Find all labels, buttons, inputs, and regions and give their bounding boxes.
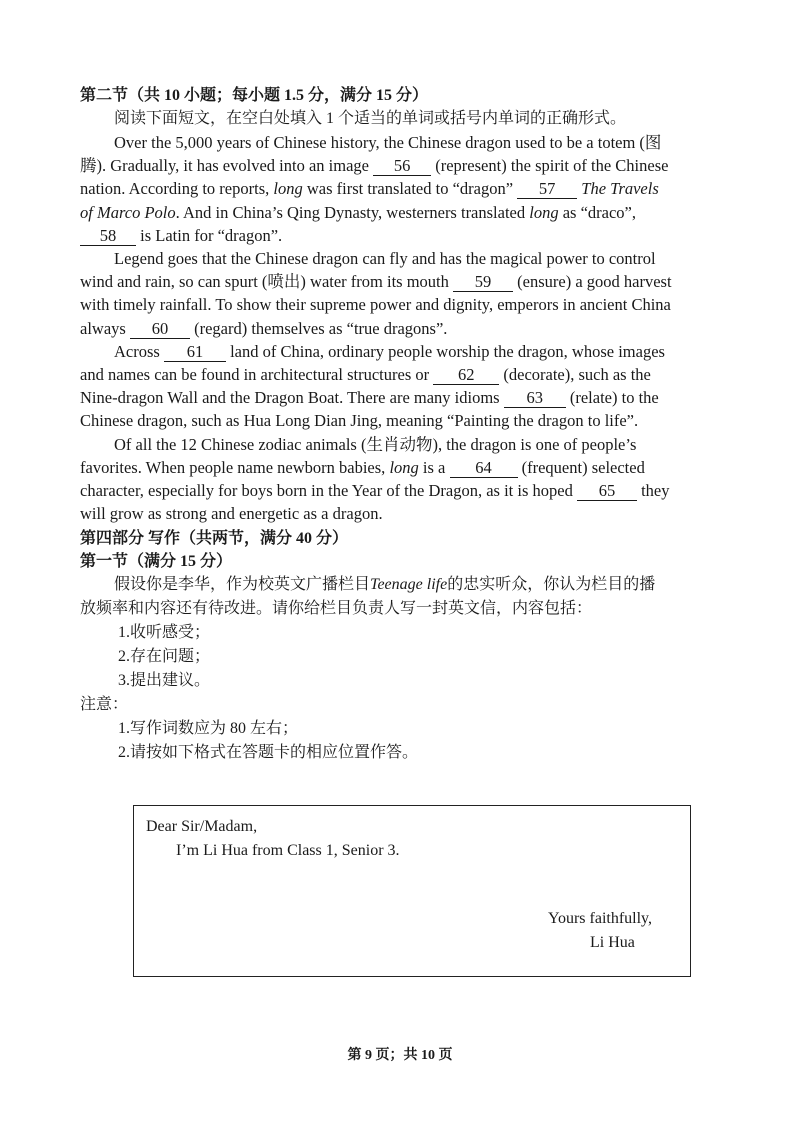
passage-line: Of all the 12 Chinese zodiac animals (生肖动物), the dragon is one of people’s: [114, 434, 637, 454]
passage-line: will grow as strong and energetic as a dragon.: [80, 504, 383, 524]
blank-57[interactable]: 57: [517, 180, 577, 199]
passage-line: Nine-dragon Wall and the Dragon Boat. There are many idioms 63 (relate) to the: [80, 388, 659, 408]
note-item: 1.写作词数应为 80 左右；: [118, 720, 299, 738]
note-item: 2.请按如下格式在答题卡的相应位置作答。: [118, 744, 419, 762]
requirement-item: 1.收听感受；: [118, 624, 211, 642]
writing-prompt: 假设你是李华，作为校英文广播栏目Teenage life的忠实听众，你认为栏目的播: [114, 576, 656, 594]
blank-56[interactable]: 56: [373, 157, 431, 176]
passage-line: Across 61 land of China, ordinary people worship the dragon, whose images: [114, 341, 665, 361]
passage-line: Legend goes that the Chinese dragon can fly and has the magical power to control: [114, 249, 656, 269]
passage-line: always 60 (regard) themselves as “true dragons”.: [80, 318, 448, 338]
passage-line: Over the 5,000 years of Chinese history, the Chinese dragon used to be a totem (图: [114, 133, 662, 152]
section2-instruction: 阅读下面短文，在空白处填入 1 个适当的单词或括号内单词的正确形式。: [114, 110, 627, 127]
passage-line: Chinese dragon, such as Hua Long Dian Jing, meaning “Painting the dragon to life”.: [80, 411, 639, 431]
requirement-item: 3.提出建议。: [118, 672, 211, 690]
blank-58[interactable]: 58: [80, 227, 136, 246]
blank-65[interactable]: 65: [577, 482, 637, 501]
passage-line: nation. According to reports, long was first translated to “dragon” 57 The Travels: [80, 179, 659, 199]
passage-line: 58 is Latin for “dragon”.: [80, 224, 744, 247]
passage-line: favorites. When people name newborn babies, long is a 64 (frequent) selected: [80, 457, 645, 477]
blank-64[interactable]: 64: [450, 459, 518, 478]
section2-heading: 第二节（共 10 小题；每小题 1.5 分，满分 15 分）: [80, 87, 429, 104]
page-number: 第 9 页；共 10 页: [347, 1048, 453, 1063]
blank-62[interactable]: 62: [433, 366, 499, 385]
letter-template-box: [133, 805, 691, 977]
part4-heading: 第四部分 写作（共两节，满分 40 分）: [80, 530, 349, 548]
passage-line: wind and rain, so can spurt (喷出) water from its mouth 59 (ensure) a good harvest: [80, 272, 672, 292]
requirement-item: 2.存在问题；: [118, 648, 211, 666]
note-label: 注意：: [80, 696, 129, 714]
blank-63[interactable]: 63: [504, 389, 566, 408]
passage-line: 腾). Gradually, it has evolved into an image 56 (represent) the spirit of the Chinese: [80, 156, 669, 176]
blank-60[interactable]: 60: [130, 320, 190, 339]
letter-signature: Li Hua: [590, 934, 635, 951]
part4-subheading: 第一节（满分 15 分）: [80, 553, 233, 571]
letter-opening: I’m Li Hua from Class 1, Senior 3.: [176, 842, 400, 859]
passage-line: and names can be found in architectural structures or 62 (decorate), such as the: [80, 365, 651, 385]
letter-salutation: Dear Sir/Madam,: [146, 818, 258, 835]
blank-61[interactable]: 61: [164, 343, 226, 362]
passage-line: character, especially for boys born in the Year of the Dragon, as it is hoped 65 they: [80, 481, 670, 501]
blank-59[interactable]: 59: [453, 273, 513, 292]
writing-prompt: 放频率和内容还有待改进。请你给栏目负责人写一封英文信，内容包括：: [80, 600, 593, 618]
passage-line: of Marco Polo. And in China’s Qing Dynasty, westerners translated long as “draco”,: [80, 202, 637, 222]
letter-closing: Yours faithfully,: [548, 910, 653, 927]
passage-line: with timely rainfall. To show their supreme power and dignity, emperors in ancient China: [80, 295, 671, 315]
exam-page: [80, 84, 744, 765]
